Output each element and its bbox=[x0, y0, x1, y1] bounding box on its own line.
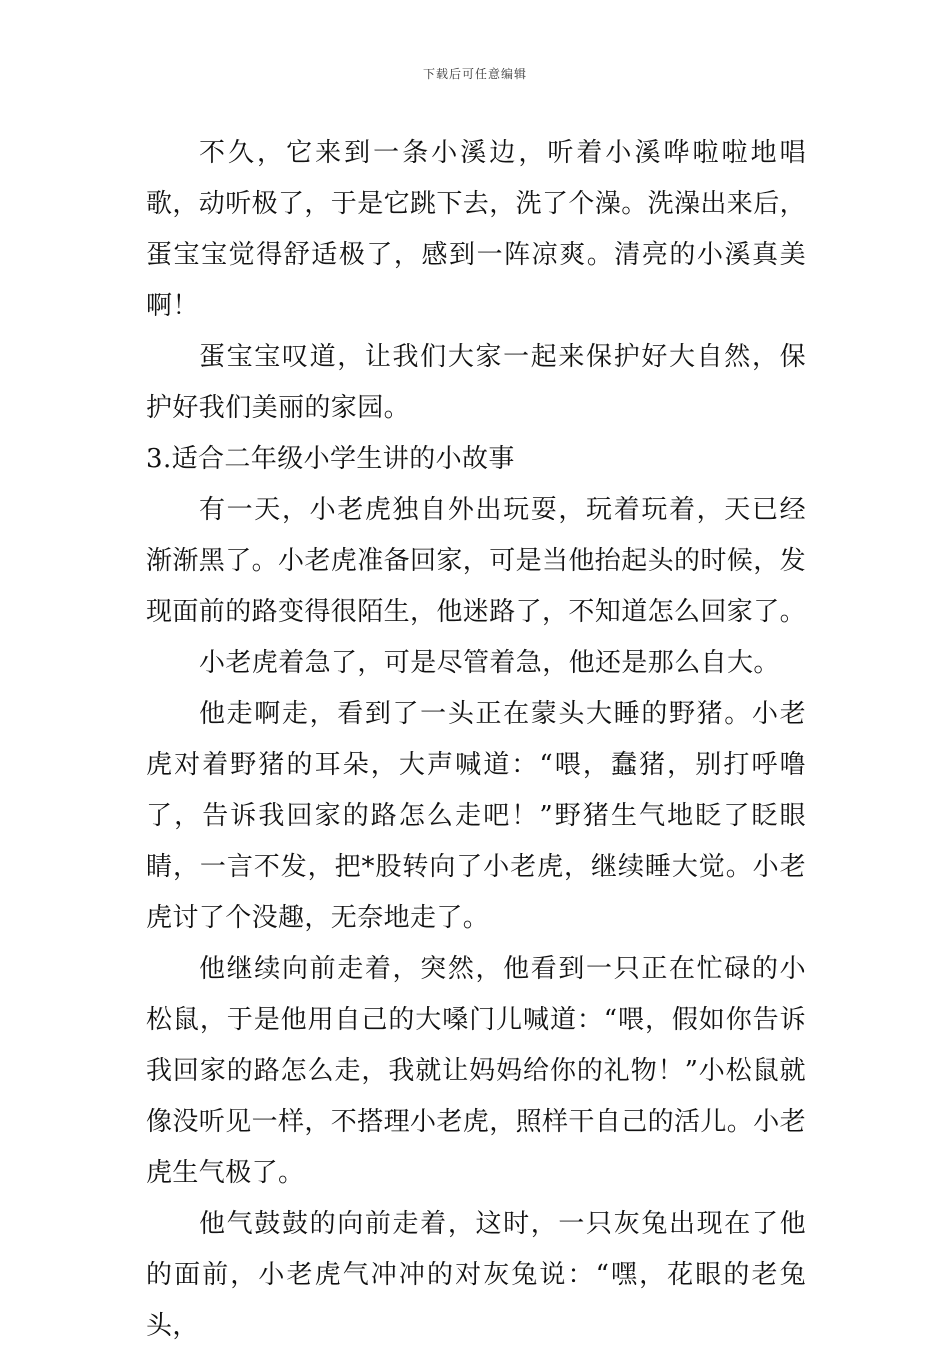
page-header: 下载后可任意编辑 bbox=[422, 67, 527, 81]
section-heading: 3.适合二年级小学生讲的小故事 bbox=[146, 444, 515, 474]
paragraph-stream-bath: 不久，它来到一条小溪边，听着小溪哗啦啦地唱歌，动听极了，于是它跳下去，洗了个澡。洗澡出来后，蛋宝宝觉得舒适极了，感到一阵凉爽。清亮的小溪真美啊！ bbox=[146, 138, 807, 321]
paragraph-tiger-lost: 有一天，小老虎独自外出玩耍，玩着玩着，天已经渐渐黑了。小老虎准备回家，可是当他抬起头的时候，发现面前的路变得很陌生，他迷路了，不知道怎么回家了。 bbox=[146, 495, 807, 627]
paragraph-wild-boar: 他走啊走，看到了一头正在蒙头大睡的野猪。小老虎对着野猪的耳朵，大声喊道：“喂，蠢猪，别打呼噜了，告诉我回家的路怎么走吧！”野猪生气地眨了眨眼睛，一言不发，把*股转向了小老虎，继续睡大觉。小老虎讨了个没趣，无奈地走了。 bbox=[146, 699, 806, 933]
document-body bbox=[146, 128, 806, 1352]
paragraph-grey-rabbit: 他气鼓鼓的向前走着，这时，一只灰兔出现在了他的面前，小老虎气冲冲的对灰兔说：“嘿，花眼的老兔头， bbox=[146, 1209, 806, 1341]
paragraph-protect-nature: 蛋宝宝叹道，让我们大家一起来保护好大自然，保护好我们美丽的家园。 bbox=[146, 342, 806, 423]
paragraph-squirrel: 他继续向前走着，突然，他看到一只正在忙碌的小松鼠，于是他用自己的大嗓门儿喊道：“喂，假如你告诉我回家的路怎么走，我就让妈妈给你的礼物！”小松鼠就像没听见一样，不搭理小老虎，照样干自己的活儿。小老虎生气极了。 bbox=[146, 954, 807, 1188]
paragraph-tiger-arrogant: 小老虎着急了，可是尽管着急，他还是那么自大。 bbox=[199, 648, 780, 678]
